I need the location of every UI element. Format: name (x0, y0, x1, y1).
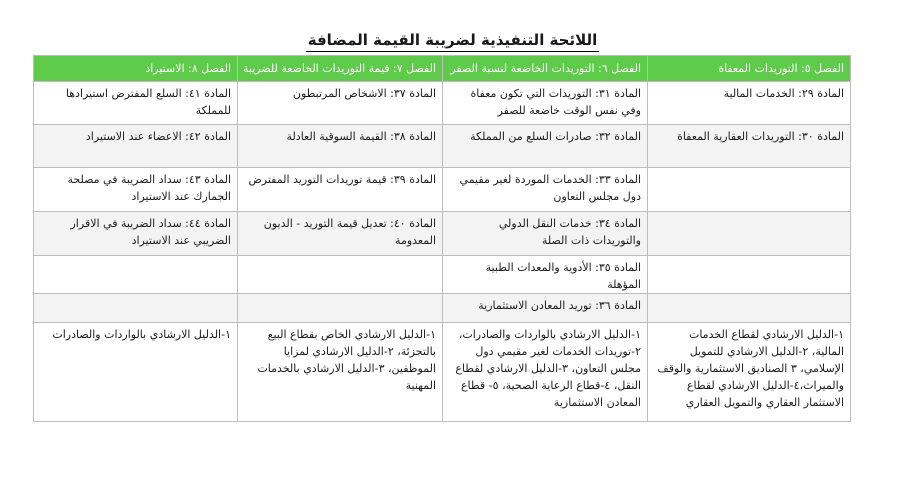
table-row (34, 323, 851, 422)
table-cell (238, 256, 443, 294)
table-cell: المادة ٣١: التوريدات التي تكون معفاة وفي نفس الوقت خاضعة للصفر (443, 82, 648, 125)
table-cell: ١-الدليل الارشادي بالواردات والصادرات، ٢-توريدات الخدمات لغير مقيمي دول مجلس التعاون، ٣-الدليل الارشادي لقطاع النقل، ٤-قطاع الرعاية الصحية، ٥- قطاع المعادن الاستثمارية (443, 323, 648, 422)
table-cell: المادة ٢٩: الخدمات المالية (648, 82, 851, 125)
table-cell (34, 294, 238, 323)
table-cell: المادة ٣٤: خدمات النقل الدولي والتوريدات ذات الصلة (443, 212, 648, 256)
table-row (34, 82, 851, 125)
table-cell: المادة ٤٣: سداد الضريبة في مصلحة الجمارك عند الاستيراد (34, 168, 238, 212)
table-cell: المادة ٤٠: تعديل قيمة التوريد - الديون المعدومة (238, 212, 443, 256)
table-cell: المادة ٣٢: صادرات السلع من المملكة (443, 125, 648, 168)
table-cell: ١-الدليل الارشادي بالواردات والصادرات (34, 323, 238, 422)
column-header: الفصل ٥: التوريدات المعفاة (648, 56, 851, 82)
table-cell (648, 294, 851, 323)
table-row (34, 212, 851, 256)
table-cell: المادة ٣٨: القيمة السوقية العادلة (238, 125, 443, 168)
table-cell (238, 294, 443, 323)
table-cell: ١-الدليل الارشادي لقطاع الخدمات المالية، ٢-الدليل الارشادي للتمويل الإسلامي، ٣ الصناديق الاستثمارية والوقف والميراث،٤-الدليل الارشادي لقطاع الاستثمار العقاري والتمويل العقاري (648, 323, 851, 422)
table-cell: ١-الدليل الارشادي الخاص بقطاع البيع بالتجزئة، ٢-الدليل الارشادي لمزايا الموظفين، ٣-الدليل الارشادي بالخدمات المهنية (238, 323, 443, 422)
table-cell: المادة ٤١: السلع المفترض استيرادها للمملكة (34, 82, 238, 125)
table-cell: المادة ٤٤: سداد الضريبة في الاقرار الضريبي عند الاستيراد (34, 212, 238, 256)
table-row (34, 125, 851, 168)
table-cell (648, 256, 851, 294)
table-row (34, 294, 851, 323)
table-cell (34, 256, 238, 294)
table-cell (648, 212, 851, 256)
table-cell: المادة ٣٥: الأدوية والمعدات الطبية المؤهلة (443, 256, 648, 294)
column-header: الفصل ٨: الاستيراد (34, 56, 238, 82)
table-cell: المادة ٤٢: الاعضاء عند الاستيراد (34, 125, 238, 168)
document-title-wrap (0, 30, 905, 52)
column-header: الفصل ٦: التوريدات الخاضعة لنسبة الصفر (443, 56, 648, 82)
table-cell: المادة ٣٠: التوريدات العقارية المعفاة (648, 125, 851, 168)
table-cell (648, 168, 851, 212)
table-cell: المادة ٣٧: الاشخاص المرتبطون (238, 82, 443, 125)
table-row (34, 168, 851, 212)
header-row (34, 56, 851, 82)
vat-regulations-table (33, 55, 851, 422)
table-cell: المادة ٣٣: الخدمات الموردة لغير مقيمي دول مجلس التعاون (443, 168, 648, 212)
table-row (34, 256, 851, 294)
document-title: اللائحة التنفيذية لضريبة القيمة المضافة (306, 31, 600, 52)
table-cell: المادة ٣٩: قيمة توريدات التوريد المفترض (238, 168, 443, 212)
table-cell: المادة ٣٦: توريد المعادن الاستثمارية (443, 294, 648, 323)
column-header: الفصل ٧: قيمة التوريدات الخاضعة للضريبة (238, 56, 443, 82)
